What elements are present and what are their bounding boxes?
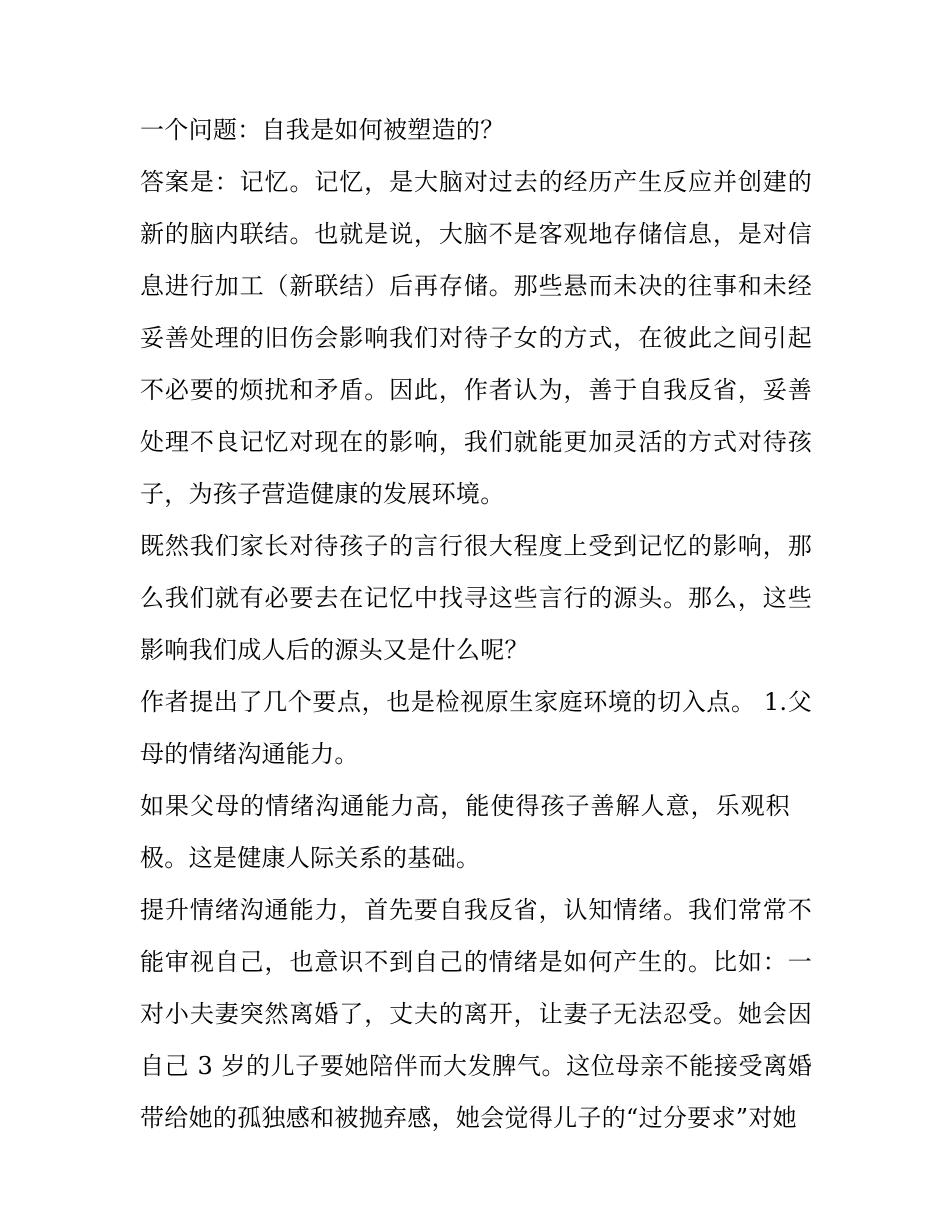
paragraph-answer-memory: 答案是：记忆。记忆，是大脑对过去的经历产生反应并创建的新的脑内联结。也就是说，大脑不是客观地存储信息，是对信息进行加工（新联结）后再存储。那些悬而未决的往事和未经妥善处理的旧伤会影响我们对待子女的方式，在彼此之间引起不必要的烦扰和矛盾。因此，作者认为，善于自我反省，妥善处理不良记忆对现在的影响，我们就能更加灵活的方式对待孩子，为孩子营造健康的发展环境。 [140,168,812,508]
paragraph-source-of-behavior: 既然我们家长对待孩子的言行很大程度上受到记忆的影响，那么我们就有必要去在记忆中找寻这些言行的源头。那么，这些影响我们成人后的源头又是什么呢？ [140,532,812,664]
paragraph-emotional-communication: 如果父母的情绪沟通能力高，能使得孩子善解人意，乐观积极。这是健康人际关系的基础。 [140,792,790,872]
document-body [140,104,812,1144]
paragraph-improve-communication: 提升情绪沟通能力，首先要自我反省，认知情绪。我们常常不能审视自己，也意识不到自己的情绪是如何产生的。比如：一对小夫妻突然离婚了，丈夫的离开，让妻子无法忍受。她会因自己 3 岁的儿子要她陪伴而大发脾气。这位母亲不能接受离婚带给她的孤独感和被抛弃感，她会觉得儿子的“过分要求”对她 [140,896,812,1132]
paragraph-key-points: 作者提出了几个要点，也是检视原生家庭环境的切入点。 1.父母的情绪沟通能力。 [140,688,812,768]
paragraph-question: 一个问题：自我是如何被塑造的？ [140,116,505,144]
